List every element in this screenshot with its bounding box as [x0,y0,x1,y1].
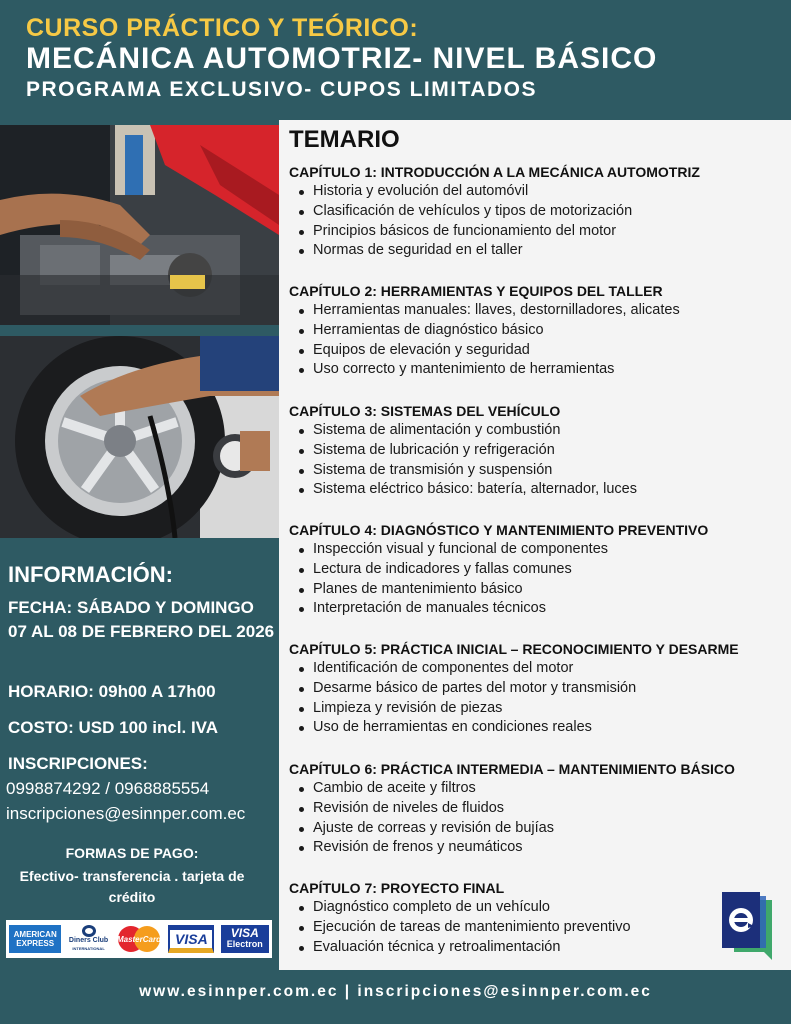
payment-cards-strip [6,920,272,958]
chapter-title: CAPÍTULO 4: DIAGNÓSTICO Y MANTENIMIENTO PREVENTIVO [289,522,709,538]
esinnper-logo-icon [720,892,776,962]
registration-email: inscripciones@esinnper.com.ec [6,804,246,823]
list-item: Ajuste de correas y revisión de bujías [289,819,789,839]
mastercard-label: MasterCard [116,934,161,944]
mastercard-logo-icon [116,925,162,953]
chapter-title: CAPÍTULO 5: PRÁCTICA INICIAL – RECONOCIMIENTO Y DESARME [289,641,739,657]
list-item: Equipos de elevación y seguridad [289,341,789,361]
list-item: Historia y evolución del automóvil [289,182,789,202]
list-item: Planes de mantenimiento básico [289,580,789,600]
list-item: Clasificación de vehículos y tipos de motorización [289,202,789,222]
chapter-title: CAPÍTULO 6: PRÁCTICA INTERMEDIA – MANTENIMIENTO BÁSICO [289,761,735,777]
date-text: FECHA: SÁBADO Y DOMINGO 07 AL 08 DE FEBRERO DEL 2026 [8,598,275,641]
phone-numbers: 0998874292 / 0968885554 [6,779,210,798]
engine-photo [0,125,279,325]
chapter-title: CAPÍTULO 3: SISTEMAS DEL VEHÍCULO [289,403,561,419]
list-item: Revisión de niveles de fluidos [289,799,789,819]
list-item: Revisión de frenos y neumáticos [289,838,789,858]
chapter-title: CAPÍTULO 2: HERRAMIENTAS Y EQUIPOS DEL TALLER [289,283,663,299]
list-item: Normas de seguridad en el taller [289,241,789,261]
chapter-4 [289,520,789,619]
chapter-1 [289,162,789,261]
chapter-title: CAPÍTULO 7: PROYECTO FINAL [289,880,505,896]
payment-methods-text: Efectivo- transferencia . tarjeta de crédito [19,868,245,905]
list-item: Limpieza y revisión de piezas [289,699,789,719]
course-name-title: MECÁNICA AUTOMOTRIZ- NIVEL BÁSICO [26,42,658,75]
chapter-7 [289,878,789,957]
list-item: Uso de herramientas en condiciones reales [289,718,789,738]
list-item: Cambio de aceite y filtros [289,779,789,799]
chapter-5 [289,639,789,738]
list-item: Uso correcto y mantenimiento de herramientas [289,360,789,380]
program-subtitle: PROGRAMA EXCLUSIVO- CUPOS LIMITADOS [26,78,538,101]
list-item: Interpretación de manuales técnicos [289,599,789,619]
diners-line-1: Diners Club [68,937,109,944]
amex-line-2: EXPRESS [16,939,55,948]
list-item: Sistema eléctrico básico: batería, alternador, luces [289,480,789,500]
list-item: Inspección visual y funcional de componentes [289,540,789,560]
tire-pressure-photo [0,336,279,538]
syllabus-title: TEMARIO [289,126,400,153]
diners-line-2: INTERNATIONAL [72,946,105,951]
list-item: Principios básicos de funcionamiento del motor [289,222,789,242]
diners-club-logo-icon [68,925,110,953]
list-item: Ejecución de tareas de mantenimiento preventivo [289,918,789,938]
visa-electron-line-2: Electron [226,939,263,949]
list-item: Sistema de alimentación y combustión [289,421,789,441]
diners-ring-icon [82,925,96,937]
schedule-text: HORARIO: 09h00 A 17h00 [8,682,216,701]
cost-text: COSTO: USD 100 incl. IVA [8,718,219,737]
visa-logo-icon [168,925,214,953]
list-item: Herramientas manuales: llaves, destornilladores, alicates [289,301,789,321]
visa-electron-line-1: VISA [230,926,259,940]
visa-electron-logo-icon [221,925,269,953]
amex-line-1: AMERICAN [13,930,57,939]
list-item: Evaluación técnica y retroalimentación [289,938,789,958]
visa-label: VISA [175,931,208,947]
chapter-2 [289,281,789,380]
list-item: Sistema de transmisión y suspensión [289,461,789,481]
chapter-6 [289,759,789,858]
registration-title: INSCRIPCIONES: [8,754,148,773]
footer-contact: www.esinnper.com.ec | inscripciones@esinnper.com.ec [139,983,652,1000]
list-item: Lectura de indicadores y fallas comunes [289,560,789,580]
list-item: Herramientas de diagnóstico básico [289,321,789,341]
header-banner [0,0,791,118]
syllabus-panel [279,120,791,970]
course-type-title: CURSO PRÁCTICO Y TEÓRICO: [26,14,419,42]
chapter-3 [289,401,789,500]
chapter-title: CAPÍTULO 1: INTRODUCCIÓN A LA MECÁNICA AUTOMOTRIZ [289,164,700,180]
info-section [0,546,279,966]
list-item: Sistema de lubricación y refrigeración [289,441,789,461]
list-item: Desarme básico de partes del motor y transmisión [289,679,789,699]
payment-title: FORMAS DE PAGO: [65,845,199,861]
info-title: INFORMACIÓN: [8,562,173,587]
list-item: Diagnóstico completo de un vehículo [289,898,789,918]
amex-logo-icon [9,925,61,953]
list-item: Identificación de componentes del motor [289,659,789,679]
